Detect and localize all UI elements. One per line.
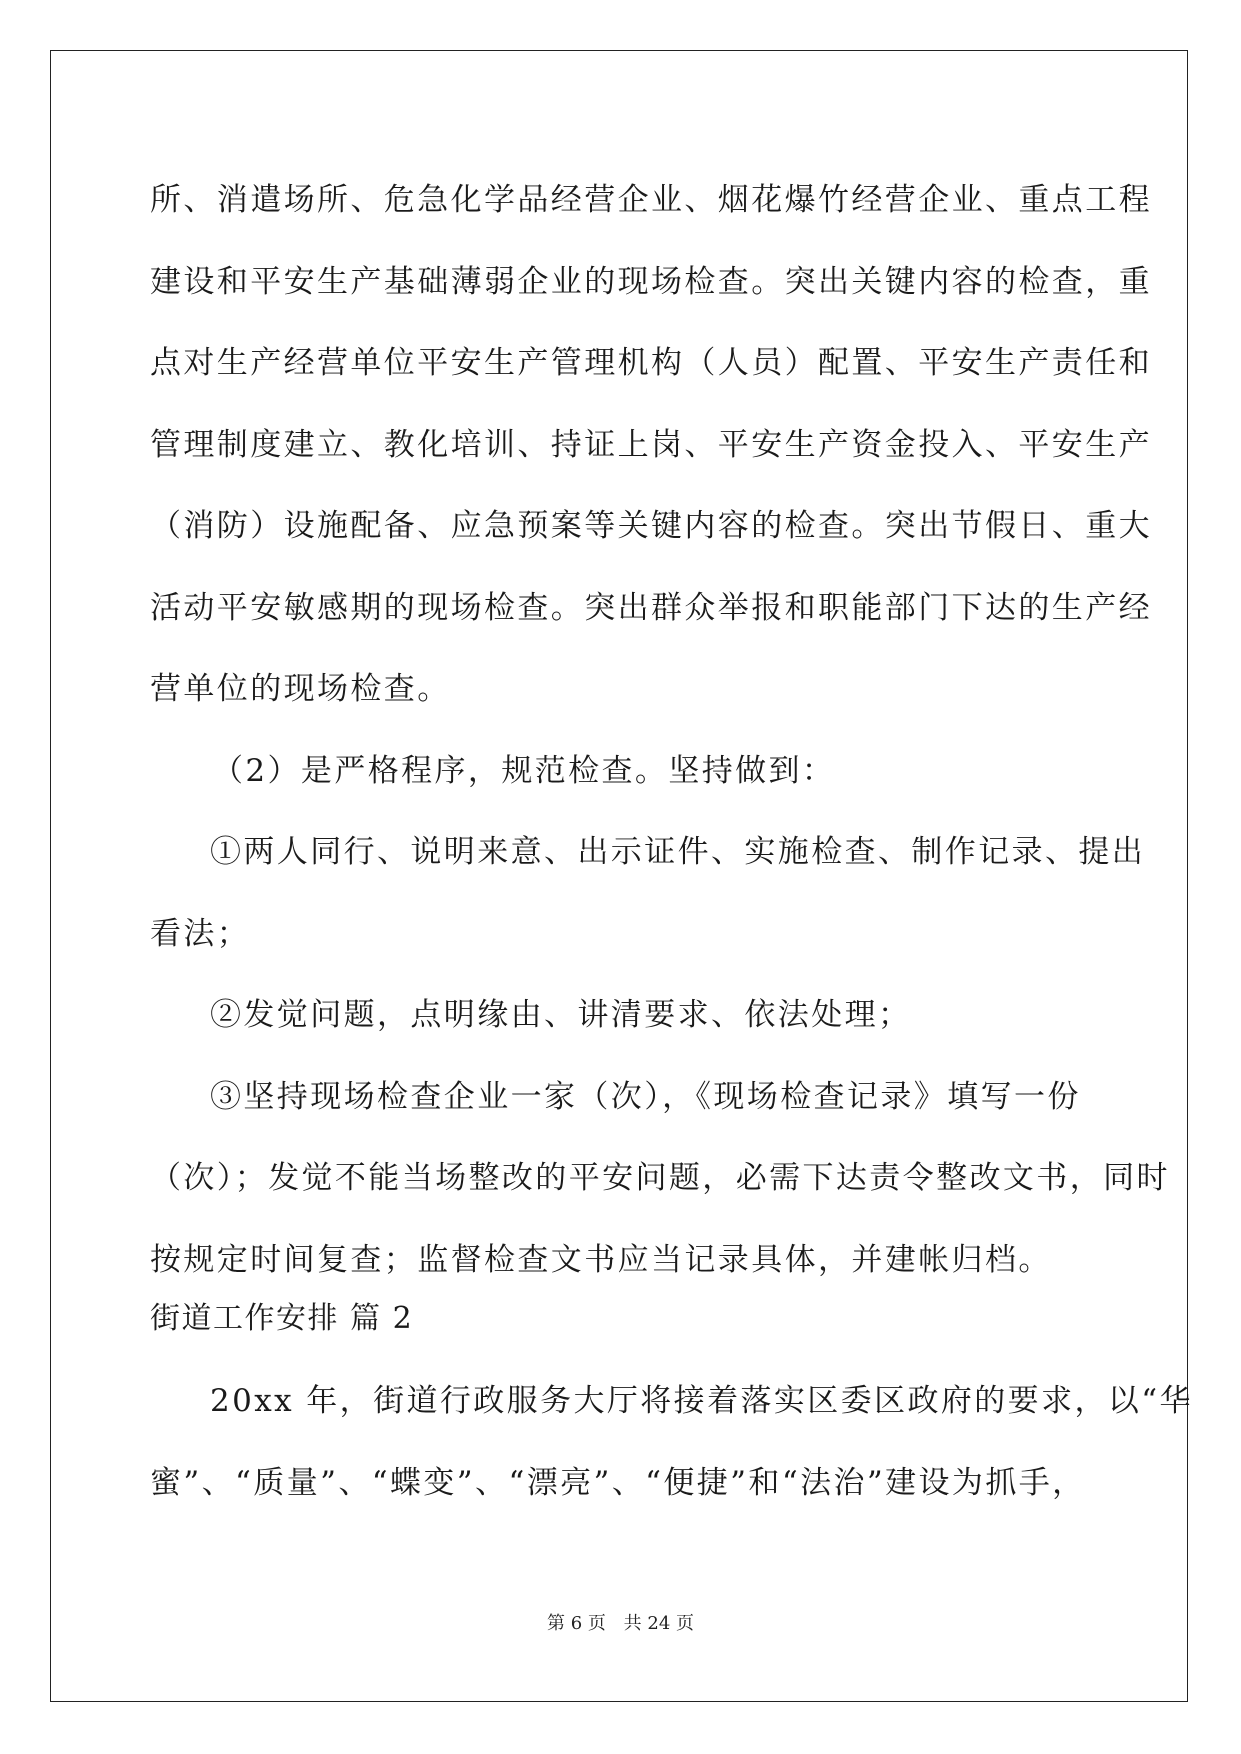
list-item-3-cont: 按规定时间复查；监督检查文书应当记录具体，并建帐归档。	[150, 1241, 1052, 1278]
list-item-1-cont: 看法；	[150, 915, 251, 952]
text-line: 活动平安敏感期的现场检查。突出群众举报和职能部门下达的生产经	[150, 589, 1152, 626]
section-heading: 街道工作安排 篇 2	[150, 1301, 414, 1336]
text-line: 建设和平安生产基础薄弱企业的现场检查。突出关键内容的检查，重	[150, 263, 1152, 300]
paragraph-procedure: （2）是严格程序，规范检查。坚持做到：	[212, 752, 836, 789]
list-item-3: ③坚持现场检查企业一家（次），《现场检查记录》填写一份	[210, 1078, 1081, 1115]
list-item-1: ①两人同行、说明来意、出示证件、实施检查、制作记录、提出	[210, 834, 1146, 870]
text-line: 管理制度建立、教化培训、持证上岗、平安生产资金投入、平安生产	[150, 426, 1152, 463]
list-item-3-cont: （次）；发觉不能当场整改的平安问题，必需下达责令整改文书，同时	[150, 1160, 1170, 1196]
document-body	[150, 160, 1193, 1524]
text-line: 20xx 年，街道行政服务大厅将接着落实区委区政府的要求，以“华	[210, 1383, 1193, 1419]
page-footer	[0, 1609, 1241, 1635]
list-item-2: ②发觉问题，点明缘由、讲清要求、依法处理；	[210, 997, 912, 1033]
page-number: 第 6 页	[547, 1613, 606, 1634]
page-total: 共 24 页	[623, 1613, 694, 1634]
text-line: 所、消遣场所、危急化学品经营企业、烟花爆竹经营企业、重点工程	[150, 182, 1152, 218]
text-line: 点对生产经营单位平安生产管理机构（人员）配置、平安生产责任和	[150, 345, 1152, 381]
text-line: 蜜”、“质量”、“蝶变”、“漂亮”、“便捷”和“法治”建设为抓手，	[150, 1464, 1086, 1501]
text-line: （消防）设施配备、应急预案等关键内容的检查。突出节假日、重大	[150, 508, 1152, 544]
text-line: 营单位的现场检查。	[150, 671, 451, 707]
